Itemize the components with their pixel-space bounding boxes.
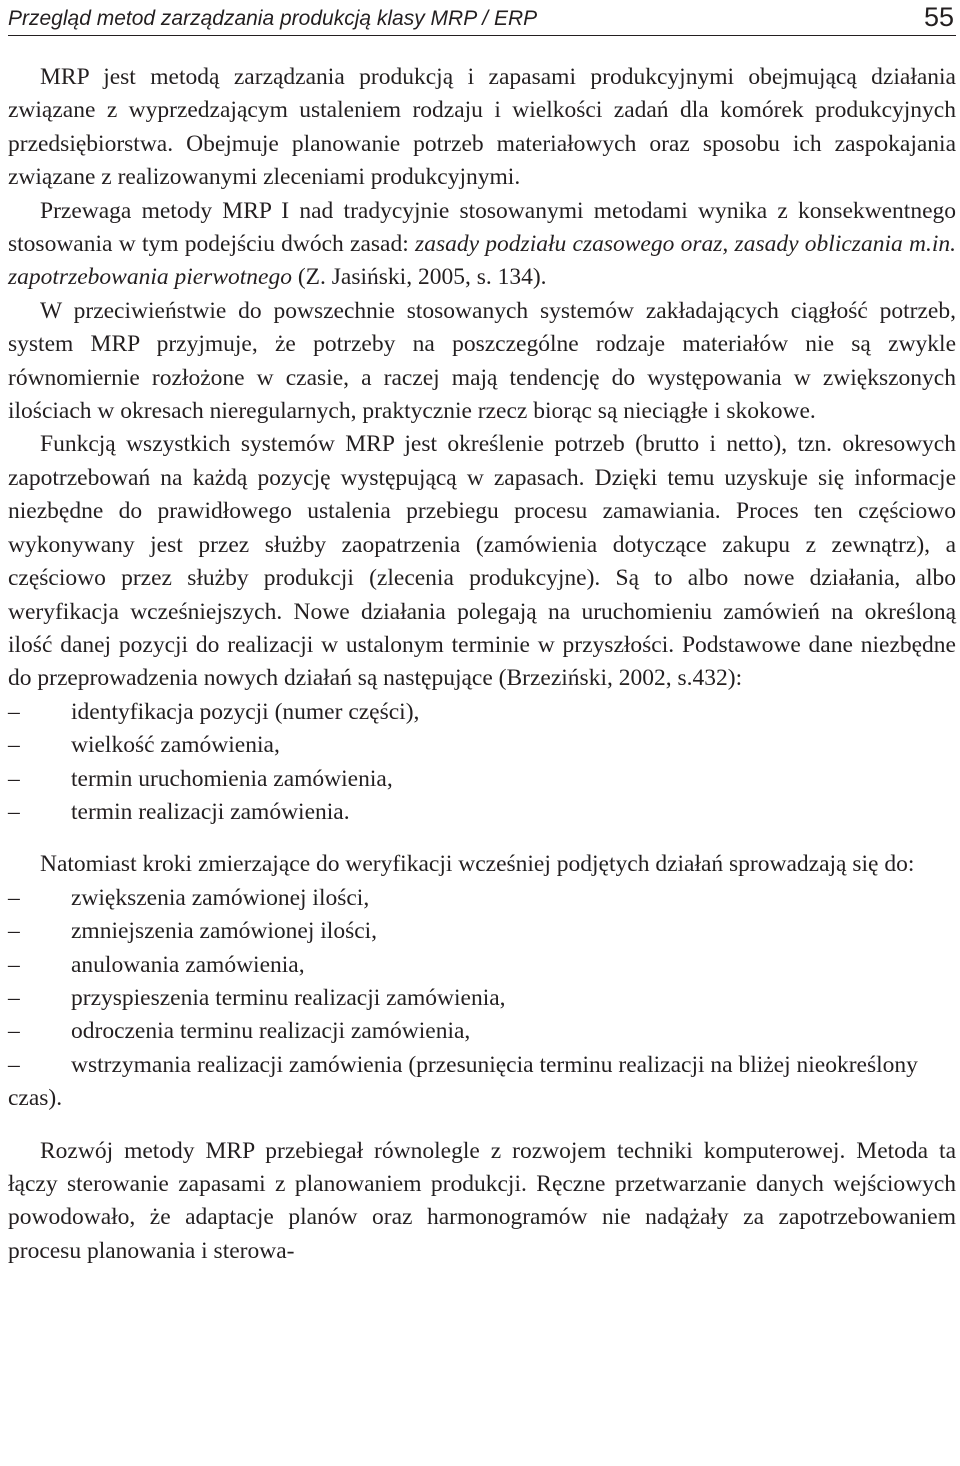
verification-list [8, 882, 956, 1116]
paragraph-mrp-advantage [8, 195, 956, 295]
list-item [8, 729, 956, 762]
basic-data-list [8, 696, 956, 830]
list-item-text: wielkość zamówienia, [71, 732, 280, 759]
spacer [8, 1116, 956, 1135]
paragraph-mrp-definition: MRP jest metodą zarządzania produkcją i zapasami produkcyjnymi obejmującą działania związane z wyprzedzającym ustaleniem rodzaju i wielkości zadań dla komórek produkcyjnych przedsiębiorstwa. Obejmuje planowanie potrzeb materiałowych oraz sposobu ich zaspokajania związane z realizowanymi zleceniami produkcyjnymi. [8, 64, 956, 191]
paragraph-mrp-development: Rozwój metody MRP przebiegał równolegle z rozwojem techniki komputerowej. Metoda ta łączy sterowanie zapasami z planowaniem produkcji. Ręczne przetwarzanie danych wejściowych powodowało, że adaptacje planów oraz harmonogramów nie nadążały za zapotrzebowaniem procesu planowania i sterowa- [8, 1137, 956, 1264]
dash-bullet: – [8, 1018, 20, 1045]
page-number: 55 [923, 2, 954, 32]
list-item [8, 1015, 956, 1048]
list-item-text: zwiększenia zamówionej ilości, [71, 884, 370, 911]
list-item-text: przyspieszenia terminu realizacji zamówienia, [71, 984, 506, 1011]
paragraph-discontinuous-demand: W przeciwieństwie do powszechnie stosowanych systemów zakładających ciągłość potrzeb, system MRP przyjmuje, że potrzeby na poszczególne rodzaje materiałów nie są zwykle równomiernie rozłożone w czasie, a raczej mają tendencję do występowania w zwiększonych ilościach w okresach nieregularnych, praktycznie rzecz biorąc są nieciągłe i skokowe. [8, 297, 956, 425]
running-title: Przegląd metod zarządzania produkcją klasy MRP / ERP [8, 7, 538, 30]
paragraph-mrp-function: Funkcją wszystkich systemów MRP jest określenie potrzeb (brutto i netto), tzn. okresowych zapotrzebowań na każdą pozycję występującą w zapasach. Dzięki temu uzyskuje się informacje niezbędne do prawidłowego ustalenia przebiegu procesu zamawiania. Proces ten częściowo wykonywany jest przez służby zaopatrzenia (zamówienia dotyczące zakupu z zewnątrz), a częściowo przez służby produkcji (zlecenia produkcyjne). Są to albo nowe działania, albo weryfikacja wcześniejszych. Nowe działania polegają na uruchomieniu zamówień na określoną ilość danej pozycji do realizacji w ustalonym terminie w przyszłości. Podstawowe dane niezbędne do przeprowadzenia nowych działań są następujące (Brzeziński, 2002, s.432): [8, 431, 956, 692]
list-item [8, 763, 956, 796]
spacer [8, 829, 956, 848]
dash-bullet: – [8, 1051, 20, 1078]
dash-bullet: – [8, 798, 20, 825]
list-item-text: wstrzymania realizacji zamówienia (przesunięcia terminu realizacji na bliżej nieokreślony czas). [8, 1051, 918, 1112]
list-item [8, 915, 956, 948]
dash-bullet: – [8, 884, 20, 911]
list-item [8, 982, 956, 1015]
list-item [8, 949, 956, 982]
list-item [8, 796, 956, 829]
list-item [8, 696, 956, 729]
citation-text: (Z. Jasiński, 2005, s. 134). [291, 264, 547, 291]
list-item-text: anulowania zamówienia, [71, 951, 305, 978]
document-page [8, 0, 956, 1268]
paragraph-verification-steps: Natomiast kroki zmierzające do weryfikacji wcześniej podjętych działań sprowadzają się do: [40, 851, 915, 878]
list-item [8, 882, 956, 915]
list-item-text: termin uruchomienia zamówienia, [71, 765, 393, 792]
dash-bullet: – [8, 765, 20, 792]
list-item-text: identyfikacja pozycji (numer części), [71, 698, 420, 725]
list-item-text: odroczenia terminu realizacji zamówienia, [71, 1018, 471, 1045]
dash-bullet: – [8, 732, 20, 759]
list-item-text: zmniejszenia zamówionej ilości, [71, 918, 378, 945]
list-item-text: termin realizacji zamówienia. [71, 798, 350, 825]
paragraph-text: Przewaga metody MRP I nad tradycyjnie stosowanymi metodami wynika z konsekwentnego stosowania w tym podejściu dwóch zasad: [8, 197, 956, 258]
running-header [8, 0, 956, 36]
dash-bullet: – [8, 698, 20, 725]
list-item [8, 1049, 956, 1116]
dash-bullet: – [8, 918, 20, 945]
emphasis-text: zasady podziału czasowego oraz, zasady obliczania m.in. zapotrzebowania pierwotnego [8, 231, 956, 291]
dash-bullet: – [8, 984, 20, 1011]
dash-bullet: – [8, 951, 20, 978]
body-text [8, 61, 956, 1268]
